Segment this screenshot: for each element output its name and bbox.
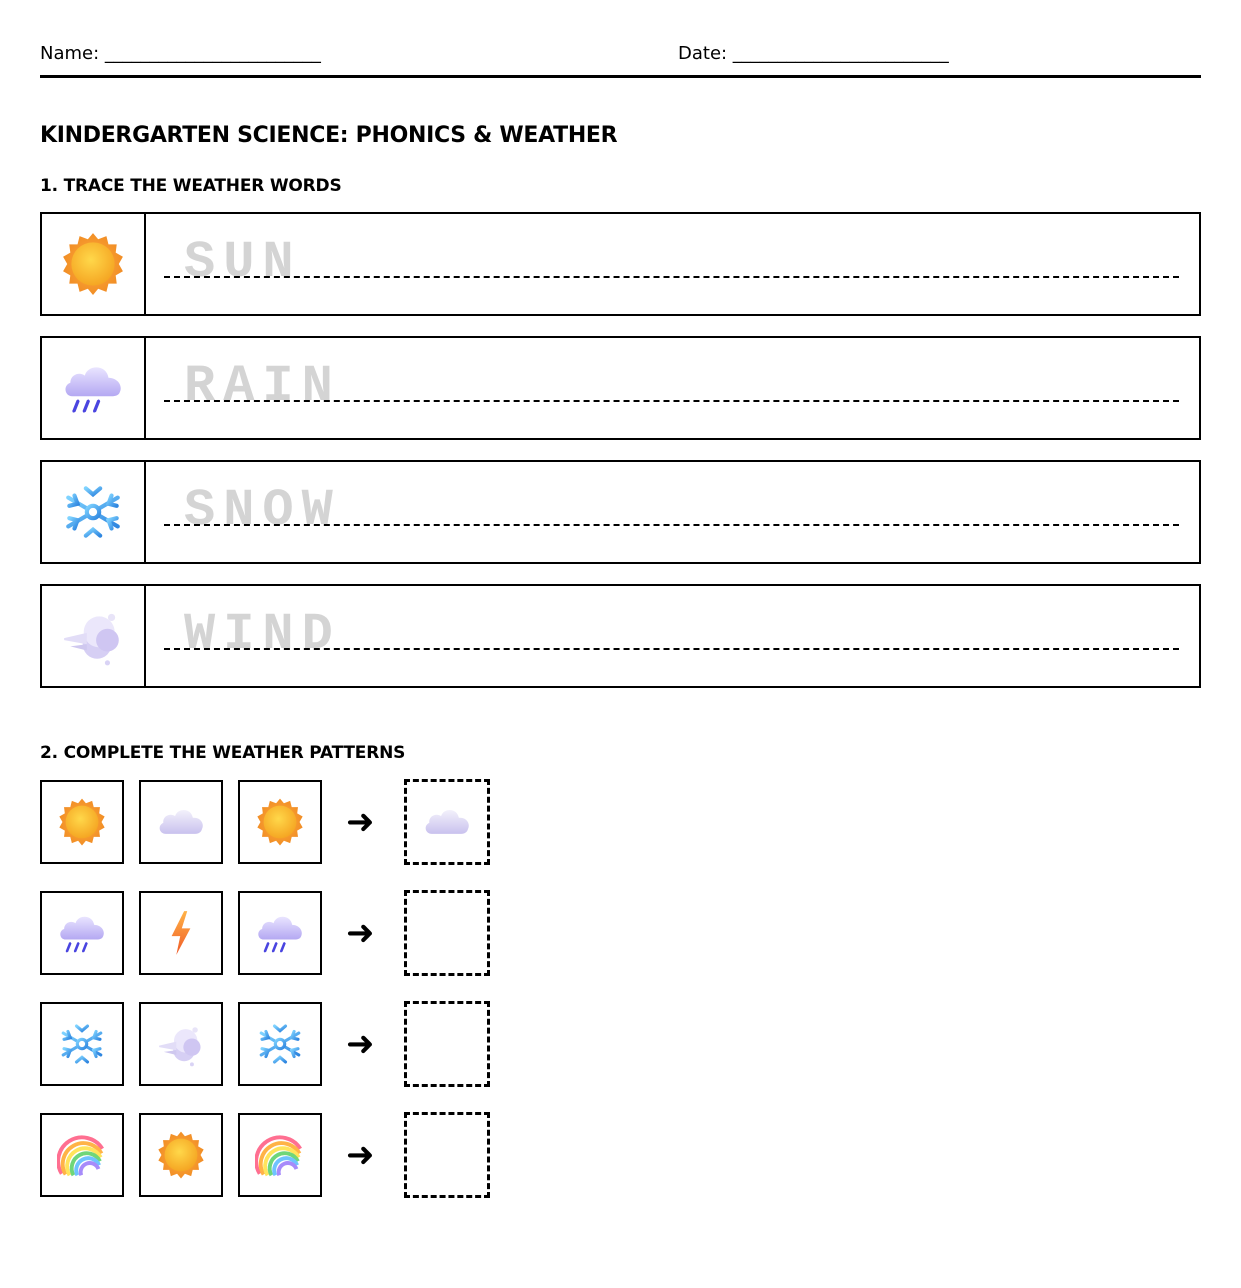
- section-trace-title: 1. TRACE THE WEATHER WORDS: [40, 176, 342, 196]
- trace-guide-line: [164, 400, 1179, 402]
- trace-area[interactable]: [146, 462, 1199, 562]
- arrow-icon: ➜: [346, 913, 375, 953]
- pattern-row: [40, 780, 500, 864]
- trace-area[interactable]: [146, 338, 1199, 438]
- trace-area[interactable]: [146, 586, 1199, 686]
- trace-row-wind: [40, 584, 1201, 688]
- cloud-icon: [154, 795, 208, 849]
- rain-cloud-icon: [254, 907, 306, 959]
- sun-icon: [255, 797, 305, 847]
- trace-row-sun: [40, 212, 1201, 316]
- trace-row-snow: [40, 460, 1201, 564]
- answer-box[interactable]: [404, 1112, 490, 1198]
- pattern-row: [40, 891, 500, 975]
- answer-box[interactable]: [404, 779, 490, 865]
- worksheet-header: [40, 42, 1201, 78]
- wind-icon: [60, 603, 126, 669]
- arrow-icon: ➜: [346, 802, 375, 842]
- trace-row-rain: [40, 336, 1201, 440]
- wind-icon: [156, 1019, 206, 1069]
- trace-word: WIND: [184, 605, 341, 664]
- rainbow-icon: [255, 1130, 305, 1180]
- pattern-row: [40, 1002, 500, 1086]
- snowflake-icon: [57, 1019, 107, 1069]
- lightning-icon: [156, 908, 206, 958]
- trace-word: SNOW: [184, 481, 341, 540]
- pattern-row: [40, 1113, 500, 1197]
- trace-guide-line: [164, 524, 1179, 526]
- arrow-icon: ➜: [346, 1135, 375, 1175]
- answer-box[interactable]: [404, 890, 490, 976]
- rainbow-icon: [57, 1130, 107, 1180]
- section-pattern-title: 2. COMPLETE THE WEATHER PATTERNS: [40, 743, 406, 763]
- sun-icon: [156, 1130, 206, 1180]
- sun-icon: [60, 231, 126, 297]
- answer-box[interactable]: [404, 1001, 490, 1087]
- trace-guide-line: [164, 276, 1179, 278]
- name-field[interactable]: Name: ________________________: [40, 43, 321, 64]
- rain-cloud-icon: [56, 907, 108, 959]
- sun-icon: [57, 797, 107, 847]
- rain-cloud-icon: [60, 355, 126, 421]
- trace-word: RAIN: [184, 357, 341, 416]
- snowflake-icon: [255, 1019, 305, 1069]
- snowflake-icon: [60, 479, 126, 545]
- worksheet-title: KINDERGARTEN SCIENCE: PHONICS & WEATHER: [40, 123, 618, 148]
- cloud-icon: [420, 795, 474, 849]
- trace-area[interactable]: [146, 214, 1199, 314]
- date-field[interactable]: Date: ________________________: [678, 43, 949, 64]
- trace-word: SUN: [184, 233, 302, 292]
- arrow-icon: ➜: [346, 1024, 375, 1064]
- trace-guide-line: [164, 648, 1179, 650]
